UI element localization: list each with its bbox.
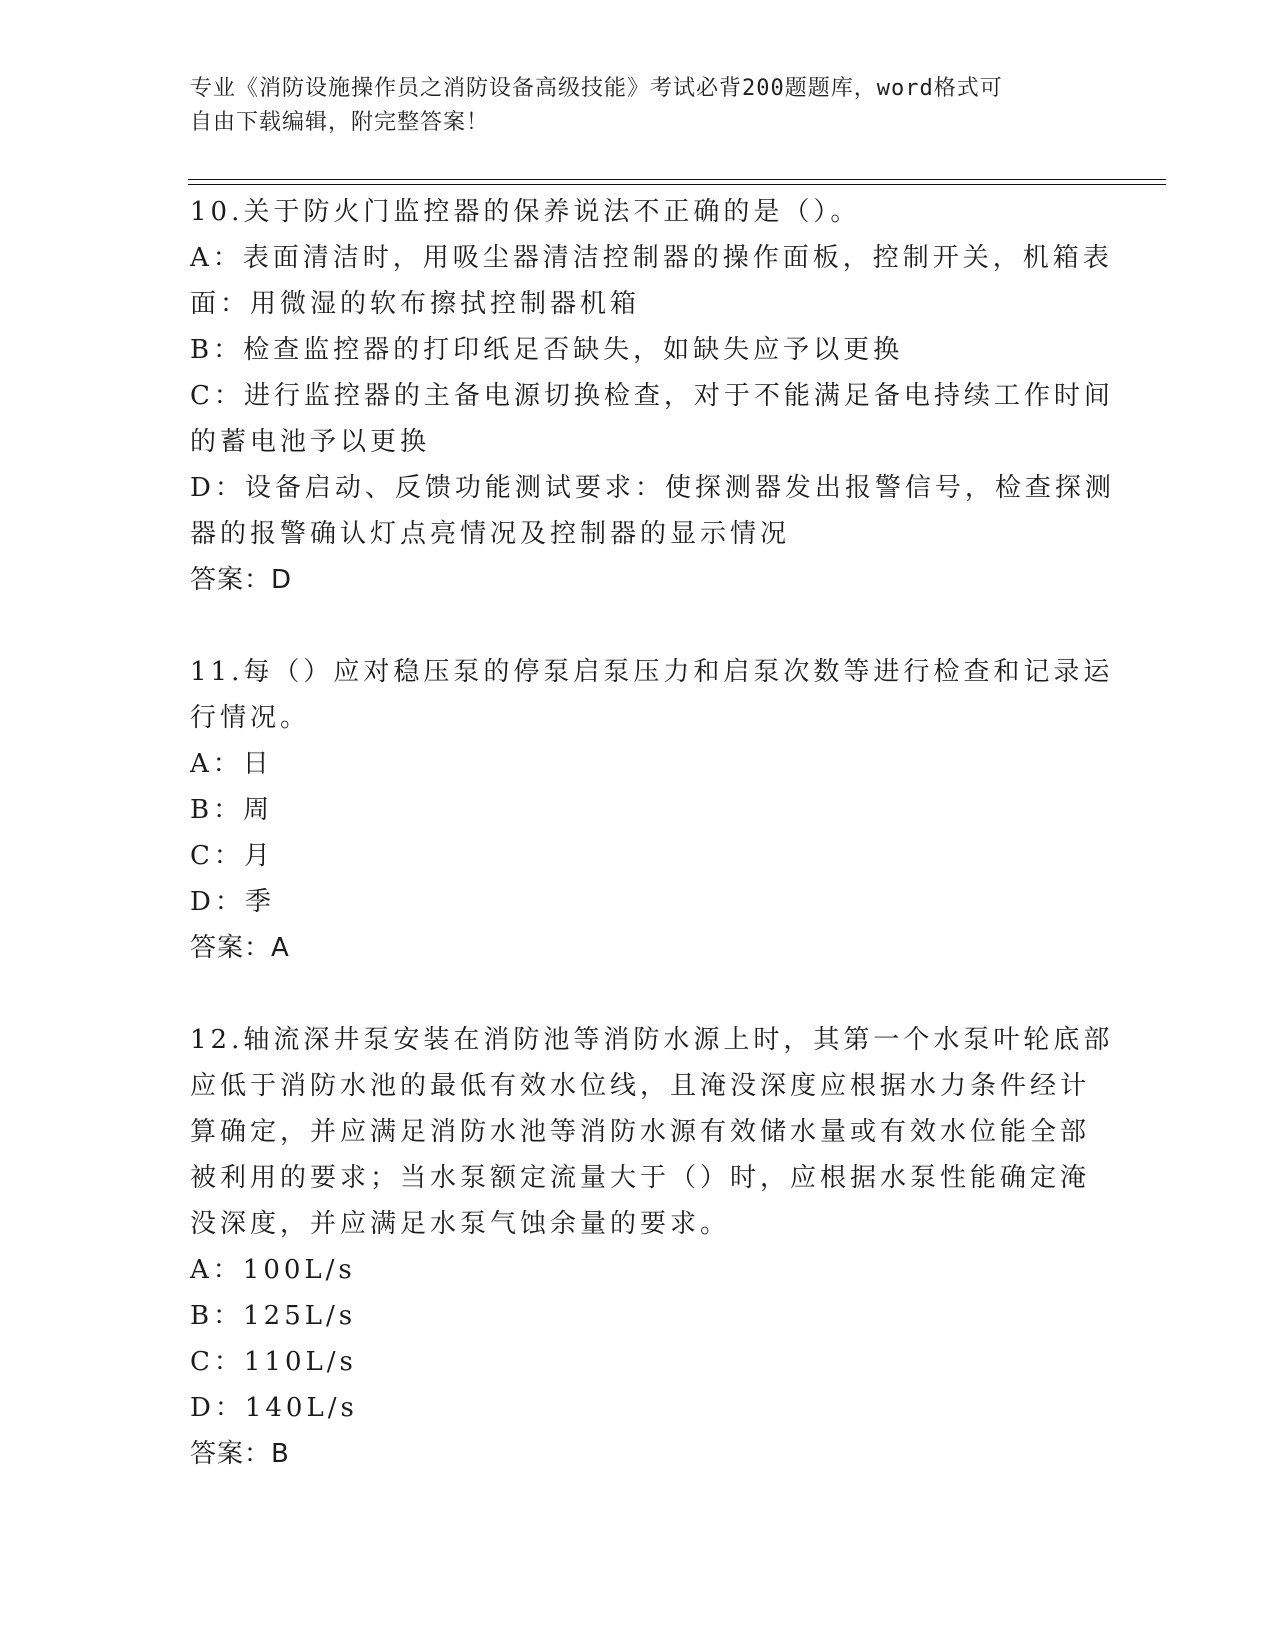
question-stem: 11.每（）应对稳压泵的停泵启泵压力和启泵次数等进行检查和记录运 (190, 657, 1114, 687)
option-c: C：110L/s (190, 1347, 357, 1377)
option-b: B：周 (190, 795, 274, 825)
option-a: A：表面清洁时，用吸尘器清洁控制器的操作面板，控制开关，机箱表 (190, 243, 1113, 273)
spacer (190, 603, 1090, 649)
option-d: D：季 (190, 887, 275, 917)
option-a-continued: 面：用微湿的软布擦拭控制器机箱 (190, 289, 641, 319)
option-a: A：日 (190, 749, 273, 779)
header-divider-top (188, 179, 1166, 180)
option-d-continued: 器的报警确认灯点亮情况及控制器的显示情况 (190, 519, 791, 549)
option-b: B：125L/s (190, 1301, 357, 1331)
question-stem-continued: 被利用的要求；当水泵额定流量大于（）时，应根据水泵性能确定淹 (190, 1163, 1091, 1193)
question-block (190, 649, 1114, 971)
answer-label: 答案：B (190, 1439, 290, 1469)
spacer (190, 971, 1090, 1017)
document-header (190, 72, 1090, 140)
option-c-continued: 的蓄电池予以更换 (190, 427, 431, 457)
option-d: D：设备启动、反馈功能测试要求：使探测器发出报警信号，检查探测 (190, 473, 1115, 503)
option-c: C：进行监控器的主备电源切换检查，对于不能满足备电持续工作时间 (190, 381, 1114, 411)
option-d: D：140L/s (190, 1393, 358, 1423)
question-block (190, 189, 1115, 603)
question-block (190, 1017, 1114, 1477)
question-stem-continued: 算确定，并应满足消防水池等消防水源有效储水量或有效水位能全部 (190, 1117, 1091, 1147)
question-stem-continued: 没深度，并应满足水泵气蚀余量的要求。 (190, 1209, 731, 1239)
question-stem-continued: 行情况。 (190, 703, 311, 733)
question-stem: 12.轴流深井泵安装在消防池等消防水源上时，其第一个水泵叶轮底部 (190, 1025, 1114, 1055)
question-list (190, 189, 1115, 1477)
question-stem-continued: 应低于消防水池的最低有效水位线，且淹没深度应根据水力条件经计 (190, 1071, 1091, 1101)
header-line-1: 专业《消防设施操作员之消防设备高级技能》考试必背200题题库，word格式可 (190, 76, 1003, 101)
header-line-2: 自由下载编辑，附完整答案！ (190, 110, 490, 135)
header-divider-bottom (188, 184, 1166, 185)
option-c: C：月 (190, 841, 274, 871)
answer-label: 答案：D (190, 565, 293, 595)
question-stem: 10.关于防火门监控器的保养说法不正确的是（）。 (190, 197, 861, 227)
answer-label: 答案：A (190, 933, 290, 963)
option-b: B：检查监控器的打印纸足否缺失，如缺失应予以更换 (190, 335, 904, 365)
option-a: A：100L/s (190, 1255, 356, 1285)
